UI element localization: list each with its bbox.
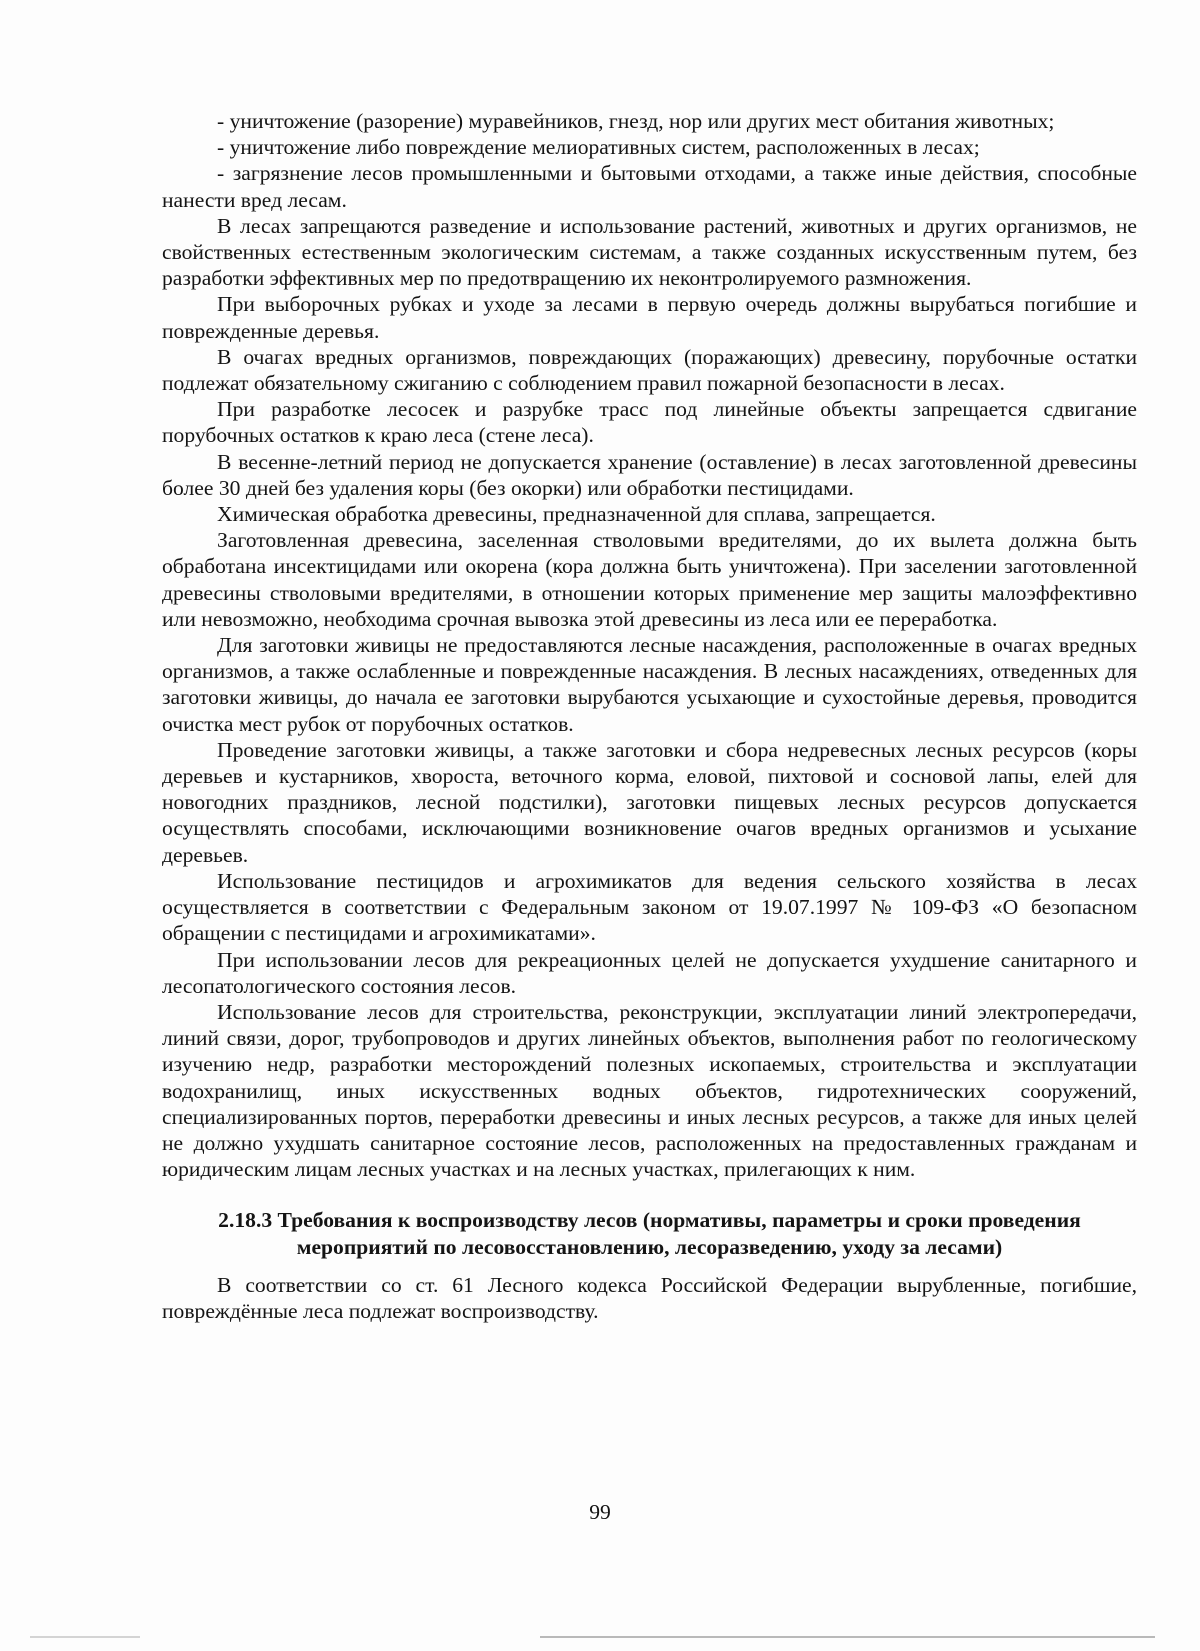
document-body — [162, 108, 1137, 1324]
paragraph: Использование лесов для строительства, реконструкции, эксплуатации линий электропередачи, линий связи, дорог, трубопроводов и других линейных объектов, выполнения работ по геологическому изучению недр, разработки месторождений полезных ископаемых, строительства и эксплуатации водохранилищ, иных искусственных водных объектов, гидротехнических сооружений, специализированных портов, переработки древесины и иных лесных ресурсов, а также для иных целей не должно ухудшать санитарное состояние лесов, расположенных на предоставленных гражданам и юридическим лицам лесных участках и на лесных участках, прилегающих к ним. — [162, 999, 1137, 1182]
paragraph: При выборочных рубках и уходе за лесами в первую очередь должны вырубаться погибшие и поврежденные деревья. — [162, 292, 1137, 343]
section-heading: 2.18.3 Требования к воспроизводству лесов (нормативы, параметры и сроки проведения мероприятий по лесовосстановлению, лесоразведению, уходу за лесами) — [218, 1208, 1081, 1259]
paragraph: Для заготовки живицы не предоставляются лесные насаждения, расположенные в очагах вредных организмов, а также ослабленные и поврежденные насаждения. В лесных насаждениях, отведенных для заготовки живицы, до начала ее заготовки вырубаются усыхающие и сухостойные деревья, проводится очистка мест рубок от порубочных остатков. — [162, 633, 1137, 736]
paragraph: При использовании лесов для рекреационных целей не допускается ухудшение санитарного и лесопатологического состояния лесов. — [162, 947, 1137, 998]
paragraph: Проведение заготовки живицы, а также заготовки и сбора недревесных лесных ресурсов (коры деревьев и кустарников, хвороста, веточного корма, еловой, пихтовой и сосновой лапы, елей для новогодних праздников, лесной подстилки), заготовки пищевых лесных ресурсов допускается осуществлять способами, исключающими возникновение очагов вредных организмов и усыхание деревьев. — [162, 737, 1137, 867]
paragraph: Использование пестицидов и агрохимикатов для ведения сельского хозяйства в лесах осуществляется в соответствии с Федеральным законом от 19.07.1997 № 109-ФЗ «О безопасном обращении с пестицидами и агрохимикатами». — [162, 868, 1137, 946]
paragraph: В очагах вредных организмов, повреждающих (поражающих) древесину, порубочные остатки подлежат обязательному сжиганию с соблюдением правил пожарной безопасности в лесах. — [162, 344, 1137, 396]
scan-edge-line — [30, 1636, 140, 1638]
paragraph: - уничтожение либо повреждение мелиоративных систем, расположенных в лесах; — [217, 135, 980, 160]
page-number: 99 — [589, 1500, 611, 1524]
paragraph: В весенне-летний период не допускается хранение (оставление) в лесах заготовленной древесины более 30 дней без удаления коры (без окорки) или обработки пестицидами. — [162, 449, 1137, 500]
paragraph: - загрязнение лесов промышленными и бытовыми отходами, а также иные действия, способные нанести вред лесам. — [162, 161, 1137, 212]
paragraph: Химическая обработка древесины, предназначенной для сплава, запрещается. — [217, 502, 936, 527]
closing-paragraph: В соответствии со ст. 61 Лесного кодекса Российской Федерации вырубленные, погибшие, повреждённые леса подлежат воспроизводству. — [162, 1272, 1137, 1323]
paragraph: При разработке лесосек и разрубке трасс под линейные объекты запрещается сдвигание порубочных остатков к краю леса (стене леса). — [162, 397, 1137, 448]
scan-edge-line — [540, 1636, 1155, 1638]
paragraph: - уничтожение (разорение) муравейников, гнезд, нор или других мест обитания животных; — [217, 109, 1055, 133]
paragraph: Заготовленная древесина, заселенная стволовыми вредителями, до их вылета должна быть обработана инсектицидами или окорена (кора должна быть уничтожена). При заселении заготовленной древесины стволовыми вредителями, в отношении которых применение мер защиты малоэффективно или невозможно, необходима срочная вывозка этой древесины из леса или ее переработка. — [162, 528, 1137, 631]
paragraph: В лесах запрещаются разведение и использование растений, животных и других организмов, не свойственных естественным экологическим системам, а также созданных искусственным путем, без разработки эффективных мер по предотвращению их неконтролируемого размножения. — [162, 213, 1137, 291]
